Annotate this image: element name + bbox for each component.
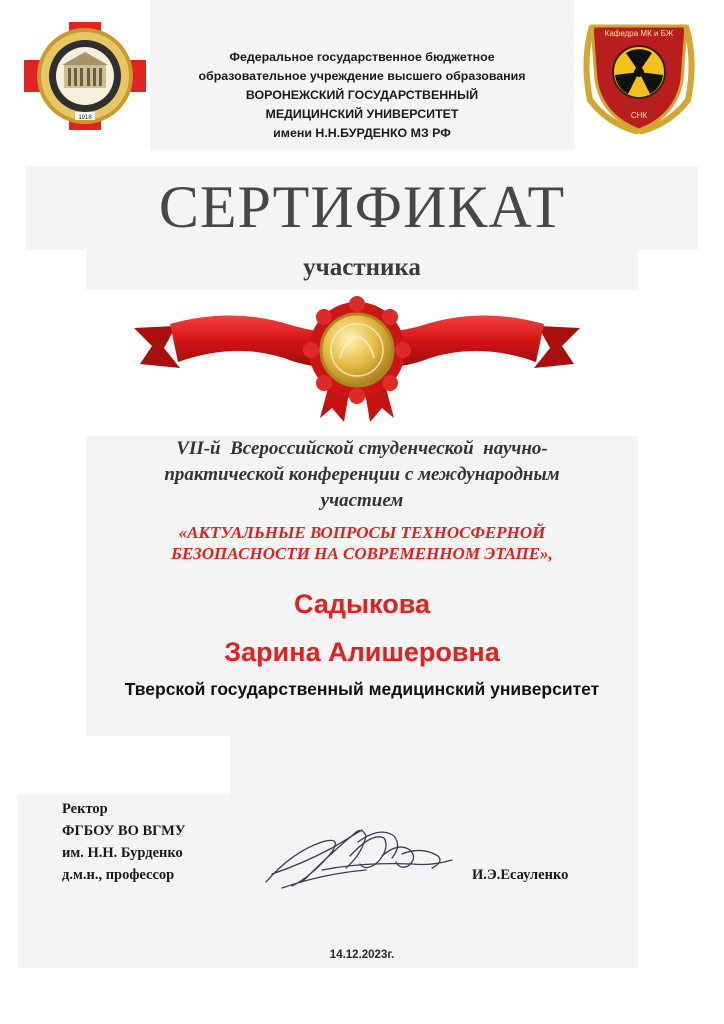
signatory-line-3: им. Н.Н. Бурденко bbox=[62, 845, 183, 861]
participant-given-names: Зарина Алишеровна bbox=[224, 637, 500, 667]
header-line-5: имени Н.Н.БУРДЕНКО МЗ РФ bbox=[273, 126, 451, 140]
department-emblem-icon bbox=[578, 20, 700, 134]
handwritten-signature-icon bbox=[262, 812, 458, 892]
header-line-1: Федеральное государственное бюджетное bbox=[229, 50, 495, 64]
seal-year: 1918 bbox=[78, 115, 92, 121]
certificate-subtitle: участника bbox=[303, 254, 421, 281]
header-line-2: образовательное учреждение высшего образования bbox=[198, 69, 526, 83]
signatory-name: И.Э.Есауленко bbox=[472, 867, 569, 883]
header-line-4: МЕДИЦИНСКИЙ УНИВЕРСИТЕТ bbox=[265, 107, 459, 121]
header-line-3: ВОРОНЕЖСКИЙ ГОСУДАРСТВЕННЫЙ bbox=[245, 88, 479, 102]
certificate-date: 14.12.2023г. bbox=[329, 949, 395, 961]
conference-line-1: VII-й Всероссийской студенческой научно- bbox=[176, 438, 548, 459]
conference-line-3: участием bbox=[320, 490, 404, 511]
signatory-line-4: д.м.н., профессор bbox=[62, 867, 175, 883]
emblem-bottom-text: СНК bbox=[630, 111, 648, 120]
topic-line-2: БЕЗОПАСНОСТИ НА СОВРЕМЕННОМ ЭТАПЕ», bbox=[171, 544, 553, 563]
conference-line-2: практической конференции с международным bbox=[164, 464, 560, 485]
topic-line-1: «АКТУАЛЬНЫЕ ВОПРОСЫ ТЕХНОСФЕРНОЙ bbox=[178, 523, 546, 542]
red-ribbon-gold-medal-icon bbox=[134, 296, 580, 426]
conference-topic bbox=[110, 522, 614, 564]
signatory-title bbox=[62, 798, 252, 886]
university-seal-icon bbox=[22, 20, 148, 132]
participant-university: Тверской государственный медицинский университет bbox=[124, 679, 600, 699]
institution-header bbox=[150, 48, 574, 143]
participant-surname: Садыкова bbox=[294, 589, 430, 619]
conference-description bbox=[110, 436, 614, 514]
signatory-line-1: Ректор bbox=[62, 801, 108, 817]
signatory-line-2: ФГБОУ ВО ВГМУ bbox=[62, 823, 186, 839]
emblem-top-text: Кафедра МК и БЖ bbox=[604, 29, 674, 38]
certificate-title: СЕРТИФИКАТ bbox=[158, 174, 566, 240]
